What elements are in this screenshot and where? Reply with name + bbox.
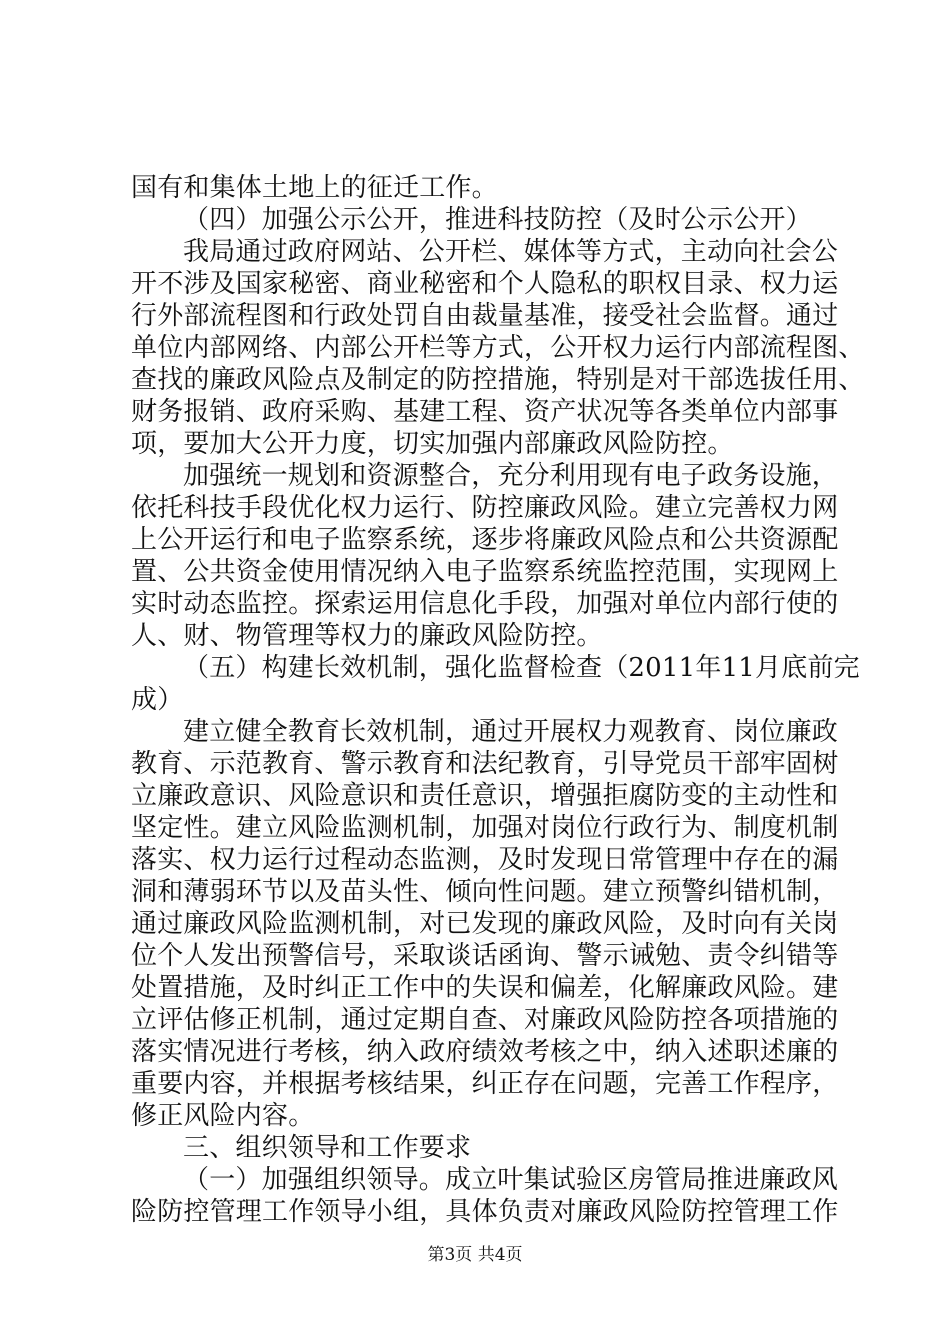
text-line: 人、财、物管理等权力的廉政风险防控。 bbox=[131, 621, 603, 651]
text-line: 国有和集体土地上的征迁工作。 bbox=[131, 173, 498, 203]
text-line: 项，要加大公开力度，切实加强内部廉政风险防控。 bbox=[131, 429, 734, 459]
text-line: 上公开运行和电子监察系统，逐步将廉政风险点和公共资源配 bbox=[131, 525, 839, 555]
section-heading: （五）构建长效机制，强化监督检查（2011年11月底前完 bbox=[183, 653, 860, 683]
text-line: 实时动态监控。探索运用信息化手段，加强对单位内部行使的 bbox=[131, 589, 839, 619]
text-line: 查找的廉政风险点及制定的防控措施，特别是对干部选拔任用、 bbox=[131, 365, 865, 395]
text-line: 落实情况进行考核，纳入政府绩效考核之中，纳入述职述廉的 bbox=[131, 1037, 839, 1067]
text-line: 处置措施，及时纠正工作中的失误和偏差，化解廉政风险。建 bbox=[131, 973, 839, 1003]
text-line: 通过廉政风险监测机制，对已发现的廉政风险，及时向有关岗 bbox=[131, 909, 839, 939]
text-line: 修正风险内容。 bbox=[131, 1101, 315, 1131]
text-line: 财务报销、政府采购、基建工程、资产状况等各类单位内部事 bbox=[131, 397, 839, 427]
text-line: 落实、权力运行过程动态监测，及时发现日常管理中存在的漏 bbox=[131, 845, 839, 875]
text-line: 重要内容，并根据考核结果，纠正存在问题，完善工作程序， bbox=[131, 1069, 839, 1099]
text-line: 立评估修正机制，通过定期自查、对廉政风险防控各项措施的 bbox=[131, 1005, 839, 1035]
text-line: 置、公共资金使用情况纳入电子监察系统监控范围，实现网上 bbox=[131, 557, 839, 587]
section-heading: 三、组织领导和工作要求 bbox=[183, 1133, 472, 1163]
text-line: 行外部流程图和行政处罚自由裁量基准，接受社会监督。通过 bbox=[131, 301, 839, 331]
text-line: 单位内部网络、内部公开栏等方式，公开权力运行内部流程图、 bbox=[131, 333, 865, 363]
text-line: 坚定性。建立风险监测机制，加强对岗位行政行为、制度机制 bbox=[131, 813, 839, 843]
text-line: 依托科技手段优化权力运行、防控廉政风险。建立完善权力网 bbox=[131, 493, 839, 523]
paragraph-first-line: 建立健全教育长效机制，通过开展权力观教育、岗位廉政 bbox=[183, 717, 839, 747]
section-heading: （四）加强公示公开，推进科技防控（及时公示公开） bbox=[183, 205, 812, 235]
text-line: 洞和薄弱环节以及苗头性、倾向性问题。建立预警纠错机制， bbox=[131, 877, 839, 907]
text-line: 成） bbox=[131, 685, 184, 715]
page-number: 第3页 共4页 bbox=[427, 1245, 523, 1265]
text-line: 立廉政意识、风险意识和责任意识，增强拒腐防变的主动性和 bbox=[131, 781, 839, 811]
text-line: 开不涉及国家秘密、商业秘密和个人隐私的职权目录、权力运 bbox=[131, 269, 839, 299]
text-line: 险防控管理工作领导小组，具体负责对廉政风险防控管理工作 bbox=[131, 1197, 839, 1227]
text-line: 教育、示范教育、警示教育和法纪教育，引导党员干部牢固树 bbox=[131, 749, 839, 779]
text-line: 位个人发出预警信号，采取谈话函询、警示诫勉、责令纠错等 bbox=[131, 941, 839, 971]
paragraph-first-line: （一）加强组织领导。成立叶集试验区房管局推进廉政风 bbox=[183, 1165, 839, 1195]
paragraph-first-line: 加强统一规划和资源整合，充分利用现有电子政务设施， bbox=[183, 461, 839, 491]
paragraph-first-line: 我局通过政府网站、公开栏、媒体等方式，主动向社会公 bbox=[183, 237, 839, 267]
